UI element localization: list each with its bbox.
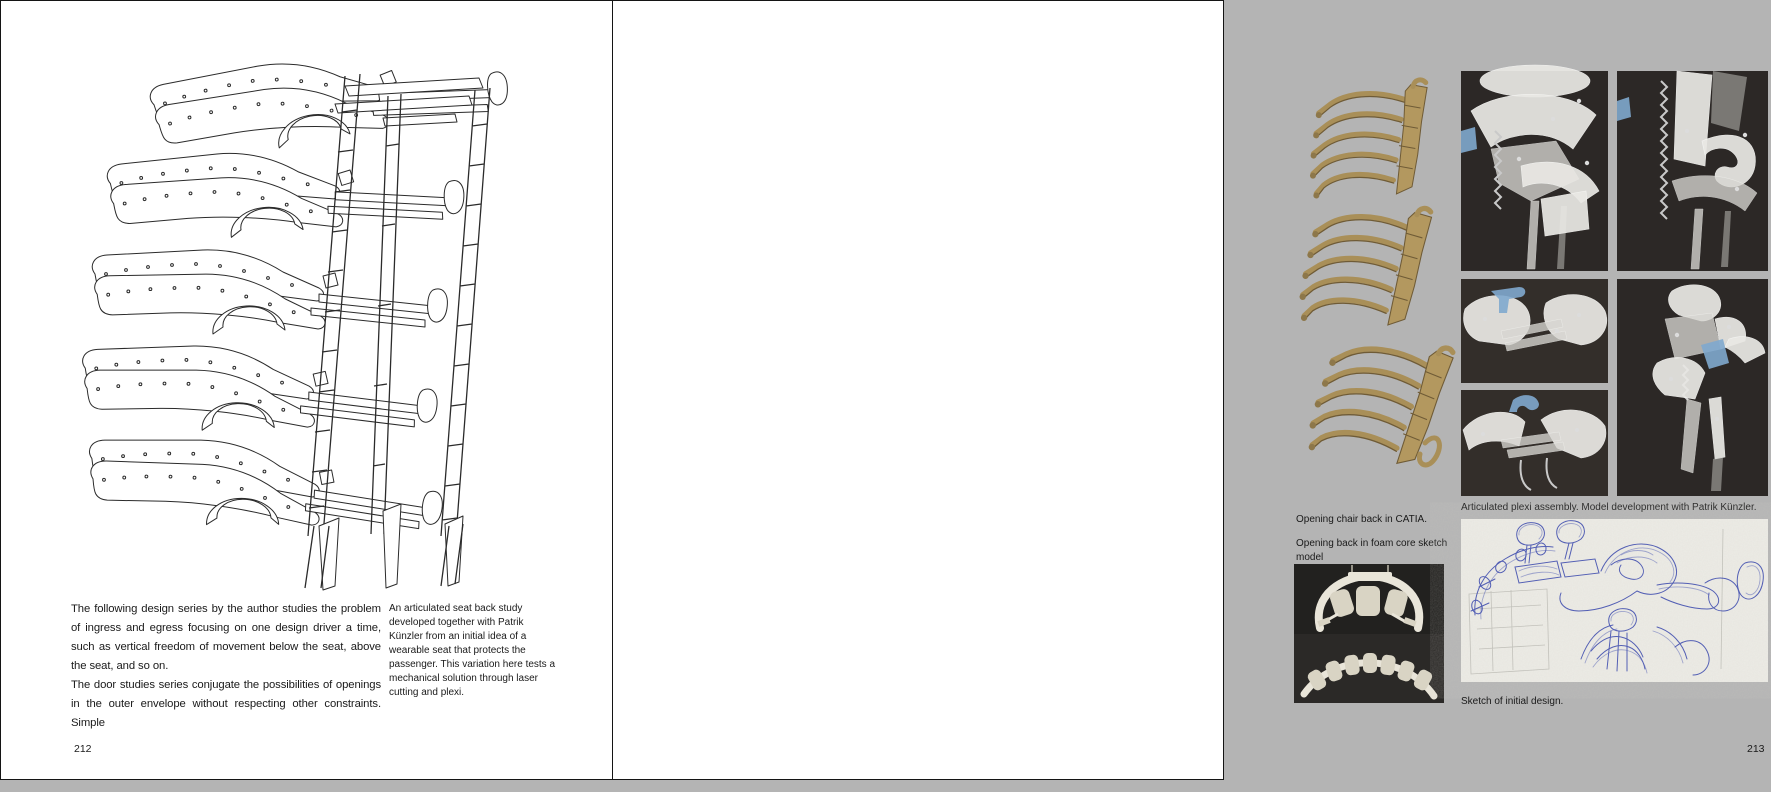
catia-renders-svg [1289, 77, 1451, 489]
page-number-right: 213 [1747, 743, 1765, 755]
body-paragraph-2: The door studies series conjugate the possibilities of openings in the outer envelope without respecting other constraints. Simple [71, 679, 381, 729]
figure-foam-core-photo [1294, 564, 1444, 703]
figure-plexi-photo-3 [1461, 279, 1608, 383]
figure-design-sketch [1461, 519, 1768, 682]
plexi-photo-1-svg [1461, 71, 1608, 271]
body-text [71, 600, 381, 733]
assembly-drawing-svg [83, 56, 523, 594]
figure-catia-renders [1289, 77, 1451, 489]
caption-sketch: Sketch of initial design. [1461, 696, 1564, 707]
body-paragraph-1: The following design series by the author studies the problem of ingress and egress focusing on one design driver a time, such as vertical freedom of movement below the seat, above the seat, and so on. [71, 603, 381, 672]
plexi-photo-4-svg [1461, 390, 1608, 496]
figure-plexi-photo-4 [1461, 390, 1608, 496]
design-sketch-svg [1461, 519, 1768, 682]
foam-core-photo-svg [1294, 564, 1444, 703]
caption-catia: Opening chair back in CATIA. [1296, 514, 1427, 525]
margin-caption: An articulated seat back study developed together with Patrik Künzler from an initial idea of a wearable seat that protects the passenger. This variation here tests a mechanical solution through laser cutting and plexi. [389, 603, 556, 698]
figure-plexi-photo-5 [1617, 279, 1768, 496]
plexi-photo-5-svg [1617, 279, 1768, 496]
left-page [1, 1, 612, 779]
plexi-photo-2-svg [1617, 71, 1768, 271]
right-page [613, 1, 1765, 779]
page-number-left: 212 [74, 743, 92, 755]
figure-assembly-line-drawing [83, 56, 523, 594]
figure-plexi-photo-1 [1461, 71, 1608, 271]
caption-foam: Opening back in foam core sketch model [1296, 538, 1448, 563]
caption-plexi: Articulated plexi assembly. Model development with Patrik Künzler. [1461, 502, 1757, 513]
plexi-photo-3-svg [1461, 279, 1608, 383]
figure-plexi-photo-2 [1617, 71, 1768, 271]
